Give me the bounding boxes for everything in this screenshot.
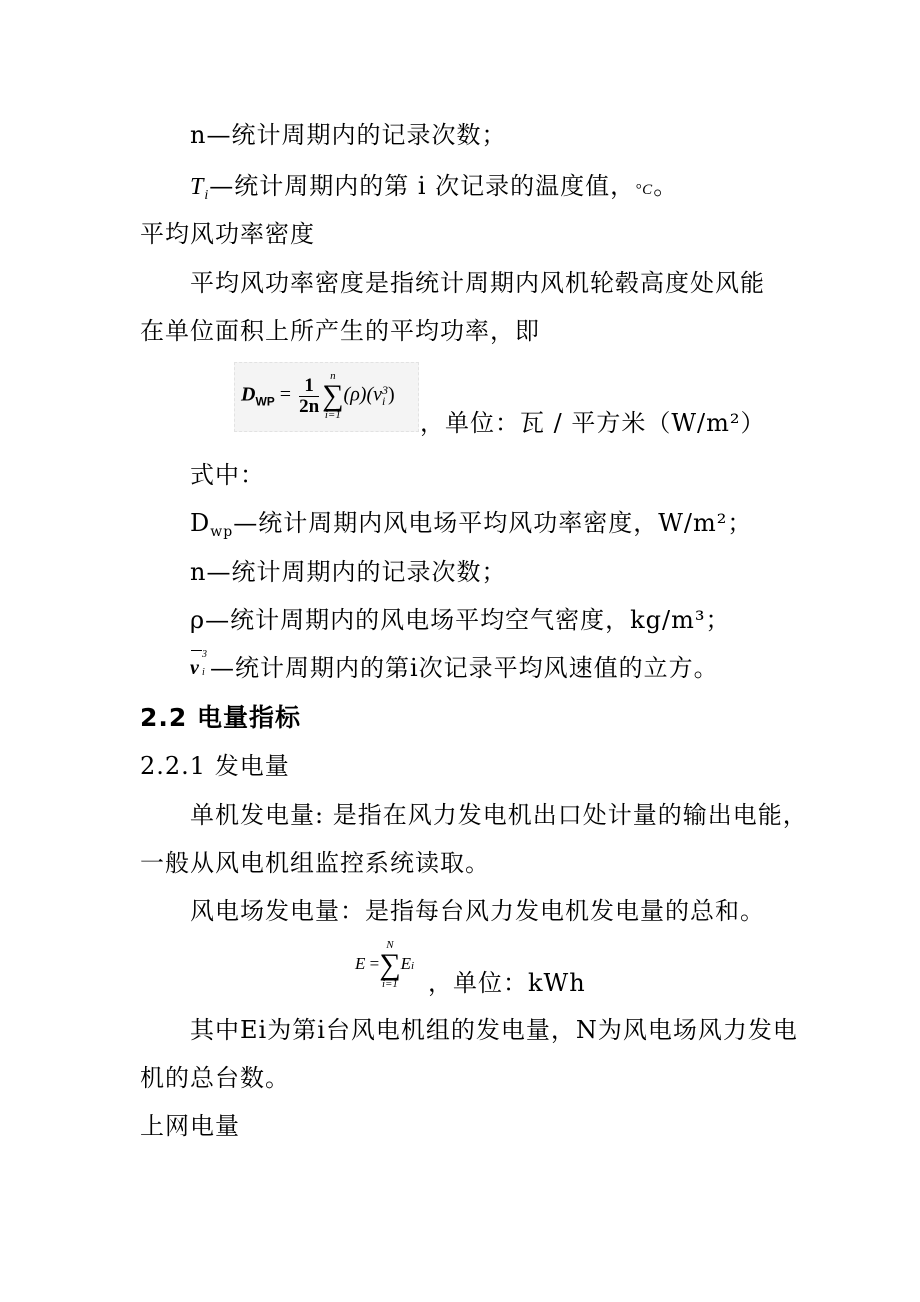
paragraph-unit-generation-2: 一般从风电机组监控系统读取。 bbox=[140, 849, 490, 877]
e-sum bbox=[379, 940, 400, 990]
heading-2-2-1: 2.2.1 发电量 bbox=[140, 752, 290, 780]
e-lhs: E bbox=[355, 953, 366, 973]
heading-grid-electricity: 上网电量 bbox=[140, 1112, 240, 1140]
v-cube-symbol: v 3 i bbox=[190, 649, 208, 679]
dwp-body-sup: 3 bbox=[382, 383, 389, 397]
paragraph-line-1: 平均风功率密度是指统计周期内风机轮毂高度处风能 bbox=[190, 269, 765, 297]
e-sum-bot: i=1 bbox=[381, 978, 398, 990]
formula-e-sum bbox=[355, 940, 414, 990]
formula-e-unit: ，单位：kWh bbox=[428, 969, 586, 997]
dwp-body-sub: i bbox=[382, 394, 386, 408]
dwp-symbol: D bbox=[190, 509, 211, 537]
t-symbol: T bbox=[190, 174, 205, 200]
t-subscript: i bbox=[204, 188, 210, 203]
e-body-sub: i bbox=[411, 959, 415, 972]
paragraph-line-2: 在单位面积上所产生的平均功率，即 bbox=[140, 317, 540, 345]
dwp-sum-bot: i=1 bbox=[324, 409, 341, 421]
t-end: 。 bbox=[653, 172, 679, 200]
dwp-lhs: D bbox=[241, 383, 256, 406]
line-where: 式中： bbox=[190, 461, 265, 489]
dwp-sum-top: n bbox=[330, 370, 336, 382]
dwp-fraction bbox=[299, 376, 319, 417]
t-text: —统计周期内的第 i 次记录的温度值， bbox=[209, 172, 636, 200]
line-rho-definition: ρ—统计周期内的风电场平均空气密度，kg/m³； bbox=[190, 606, 731, 634]
dwp-text: —统计周期内风电场平均风功率密度，W/m²； bbox=[233, 509, 753, 537]
line-dwp-definition bbox=[190, 508, 752, 547]
heading-avg-wind-power-density: 平均风功率密度 bbox=[140, 220, 315, 248]
line-n-definition: n—统计周期内的记录次数； bbox=[190, 121, 507, 149]
dwp-sum bbox=[322, 371, 343, 421]
paragraph-ei-definition-2: 机的总台数。 bbox=[140, 1064, 290, 1092]
dwp-subscript: wp bbox=[210, 524, 234, 540]
dwp-body: (ρ)(v bbox=[343, 383, 383, 406]
line-v-cube-definition bbox=[190, 649, 719, 683]
sigma-icon: ∑ bbox=[322, 379, 344, 412]
paragraph-ei-definition-1: 其中Ei为第i台风电机组的发电量，N为风电场风力发电 bbox=[190, 1016, 798, 1044]
v-cube-text: —统计周期内的第i次记录平均风速值的立方。 bbox=[210, 654, 719, 682]
formula-dwp bbox=[241, 371, 395, 421]
dwp-body-end: ) bbox=[388, 383, 395, 406]
line-n-definition-2: n—统计周期内的记录次数； bbox=[190, 558, 507, 586]
e-equals: = bbox=[369, 953, 380, 973]
dwp-frac-den: 2n bbox=[299, 395, 320, 417]
formula-dwp-unit: ，单位：瓦 / 平方米（W/m²） bbox=[420, 409, 766, 437]
celsius-unit: °C bbox=[635, 182, 654, 198]
paragraph-unit-generation-1: 单机发电量: 是指在风力发电机出口处计量的输出电能， bbox=[190, 801, 808, 829]
formula-dwp-image bbox=[234, 362, 419, 432]
sigma-icon: ∑ bbox=[379, 948, 401, 981]
dwp-frac-num: 1 bbox=[299, 376, 319, 397]
e-body: E bbox=[400, 953, 412, 973]
paragraph-farm-generation: 风电场发电量：是指每台风力发电机发电量的总和。 bbox=[190, 897, 765, 925]
dwp-lhs-sub: WP bbox=[255, 394, 275, 409]
line-t-definition bbox=[190, 171, 678, 211]
e-sum-top: N bbox=[386, 939, 394, 951]
dwp-equals: = bbox=[279, 383, 292, 406]
heading-2-2: 2.2 电量指标 bbox=[140, 703, 301, 732]
